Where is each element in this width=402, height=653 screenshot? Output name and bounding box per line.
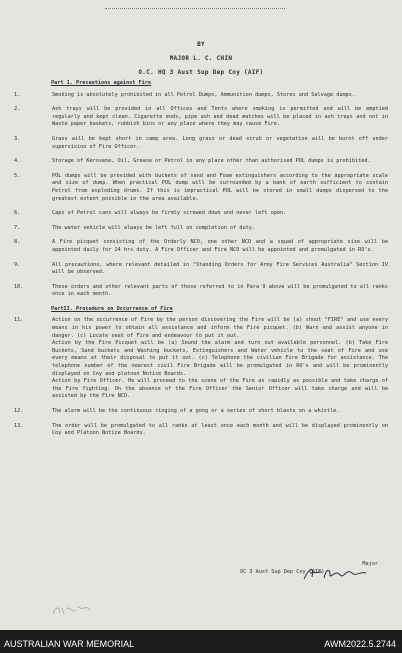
footer-source: AUSTRALIAN WAR MEMORIAL	[4, 639, 135, 649]
list-item	[14, 106, 388, 129]
item-number: 2.	[14, 106, 21, 113]
part-2-heading: PartII. Procedure on Occurrence of Fire	[51, 305, 173, 312]
header-role: O.C. HQ 3 Aust Sup Dep Coy (AIF)	[138, 69, 264, 76]
item-text: Storage of Kerosene, Oil, Grease or Petrol in any place other than authorised POL dumps is prohibited.	[52, 158, 371, 165]
header-name: MAJOR L. C. CHIN	[169, 55, 233, 62]
item-number: 1.	[14, 91, 21, 98]
item-number: 8.	[14, 239, 21, 246]
header-by: BY	[197, 41, 205, 48]
document-header	[0, 38, 402, 80]
list-item	[14, 317, 388, 401]
top-rule	[105, 2, 285, 9]
item-text: A Fire picquet consisting of the Orderly NCO, one other NCO and a squad of appropriate size will be appointed daily for 24 hrs duty. A Fire Officer and Fire NCO will be appointed and promulgated in RO's.	[52, 239, 388, 253]
item-number: 4.	[14, 158, 21, 165]
item-text: Smoking is absolutely prohibited in all Petrol Dumps, Ammunition dumps, Stores and Salvage dumps.	[52, 91, 355, 98]
item-number: 5.	[14, 172, 21, 179]
item-text: All precautions, where relevant detailed in "Standing Orders for Army Fire Services Australia" Section IV will be observed.	[52, 261, 388, 276]
item-text: The water vehicle will always be left full on completion of duty.	[52, 224, 256, 231]
document-body	[14, 76, 388, 445]
list-item	[14, 408, 388, 416]
item-text: The alarm will be the continuous ringing of a gong or a series of short blasts on a whistle.	[52, 408, 340, 414]
item-number: 3.	[14, 135, 21, 142]
list-item	[14, 136, 388, 151]
signature-block	[240, 560, 390, 576]
item-number: 11.	[14, 317, 24, 324]
footer-catalog-id: AWM2022.5.2744	[324, 639, 396, 649]
signature-unit: OC 3 Aust Sup Dep Coy (AIF)	[240, 569, 325, 575]
item-text: These orders and other relevant parts of those referred to in Para 9 above will be promulgated to all ranks once in each month.	[52, 283, 388, 298]
list-item	[14, 284, 388, 299]
list-item	[14, 173, 388, 203]
item-number: 9.	[14, 261, 21, 268]
item-number: 7.	[14, 224, 21, 231]
list-item	[14, 262, 388, 277]
list-item	[14, 423, 388, 438]
item-text: Grass will be kept short in camp area. Long grass or dead scrub or vegetation will be burnt off under supervision of Fire Officer.	[52, 135, 388, 150]
item-text: The order will be promulgated to all ranks at least once each month and will be displayed prominently on Coy and Platoon Notice Boards.	[52, 422, 388, 437]
item-number: 10.	[14, 283, 24, 290]
list-item	[14, 225, 388, 233]
item-text: POL dumps will be provided with buckets of sand and Foam extinguishers according to the appropriate scale and size of dump. When practical POL dump will be surrounded by a bank of earth sufficient to contain Petrol from exploding drums. If this is impractical POL will be stored in small dumps dispersed to the greatest extent possible in the area available.	[52, 172, 388, 202]
item-number: 12.	[14, 408, 24, 414]
list-item	[14, 92, 388, 100]
list-item	[14, 210, 388, 218]
signature-rank: Major	[362, 561, 378, 567]
item-text: Action on the occurrence of Fire by the person discovering the Fire will be (a) shout "FIRE" and use every means in his power to obtain all assistance and inform the Fire picquet. (b) Warn and assist anyone in danger. (c) Locate seat of Fire and endeavour to put it out. Action by the Fire Picquet will be (a) Sound the alarm and turn out available personnel. (b) Take Fire Buckets, Sand buckets and Washing buckets, Extinguishers and Water vehicle to the seat of Fire and use every means at their disposal to put it out. (c) Telephone the civilian Fire Brigade for assistance. The telephone number of the nearest civil Fire Brigade will be promulgated in RO's and will be prominently displayed on Coy and platoon Notice Boards. Action by Fire Officer. He will proceed to the scene of the Fire as rapidly as possible and take charge of the Fire fighting. On the absence of the Fire Officer the Senior Officer will take charge and will be assisted by the Fire NCO.	[52, 317, 388, 400]
pencil-annotation	[50, 600, 95, 620]
item-number: 13.	[14, 422, 24, 429]
archive-footer	[0, 636, 402, 653]
item-text: Caps of Petrol cans will always be firmly screwed down and never left open.	[52, 210, 287, 217]
list-item	[14, 158, 388, 166]
part-1-heading: Part 1. Precautions against Fire	[51, 80, 151, 86]
list-item	[14, 239, 388, 254]
item-text: Ash trays will be provided in all Offices and Tents where smoking is permitted and will be emptied regularly and kept clean. Cigarette ends, pipe ash and dead matches will be placed in ash trays and not in Waste paper baskets, rubbish bins or any place where they may cause Fire.	[52, 106, 388, 128]
item-number: 6.	[14, 210, 21, 217]
